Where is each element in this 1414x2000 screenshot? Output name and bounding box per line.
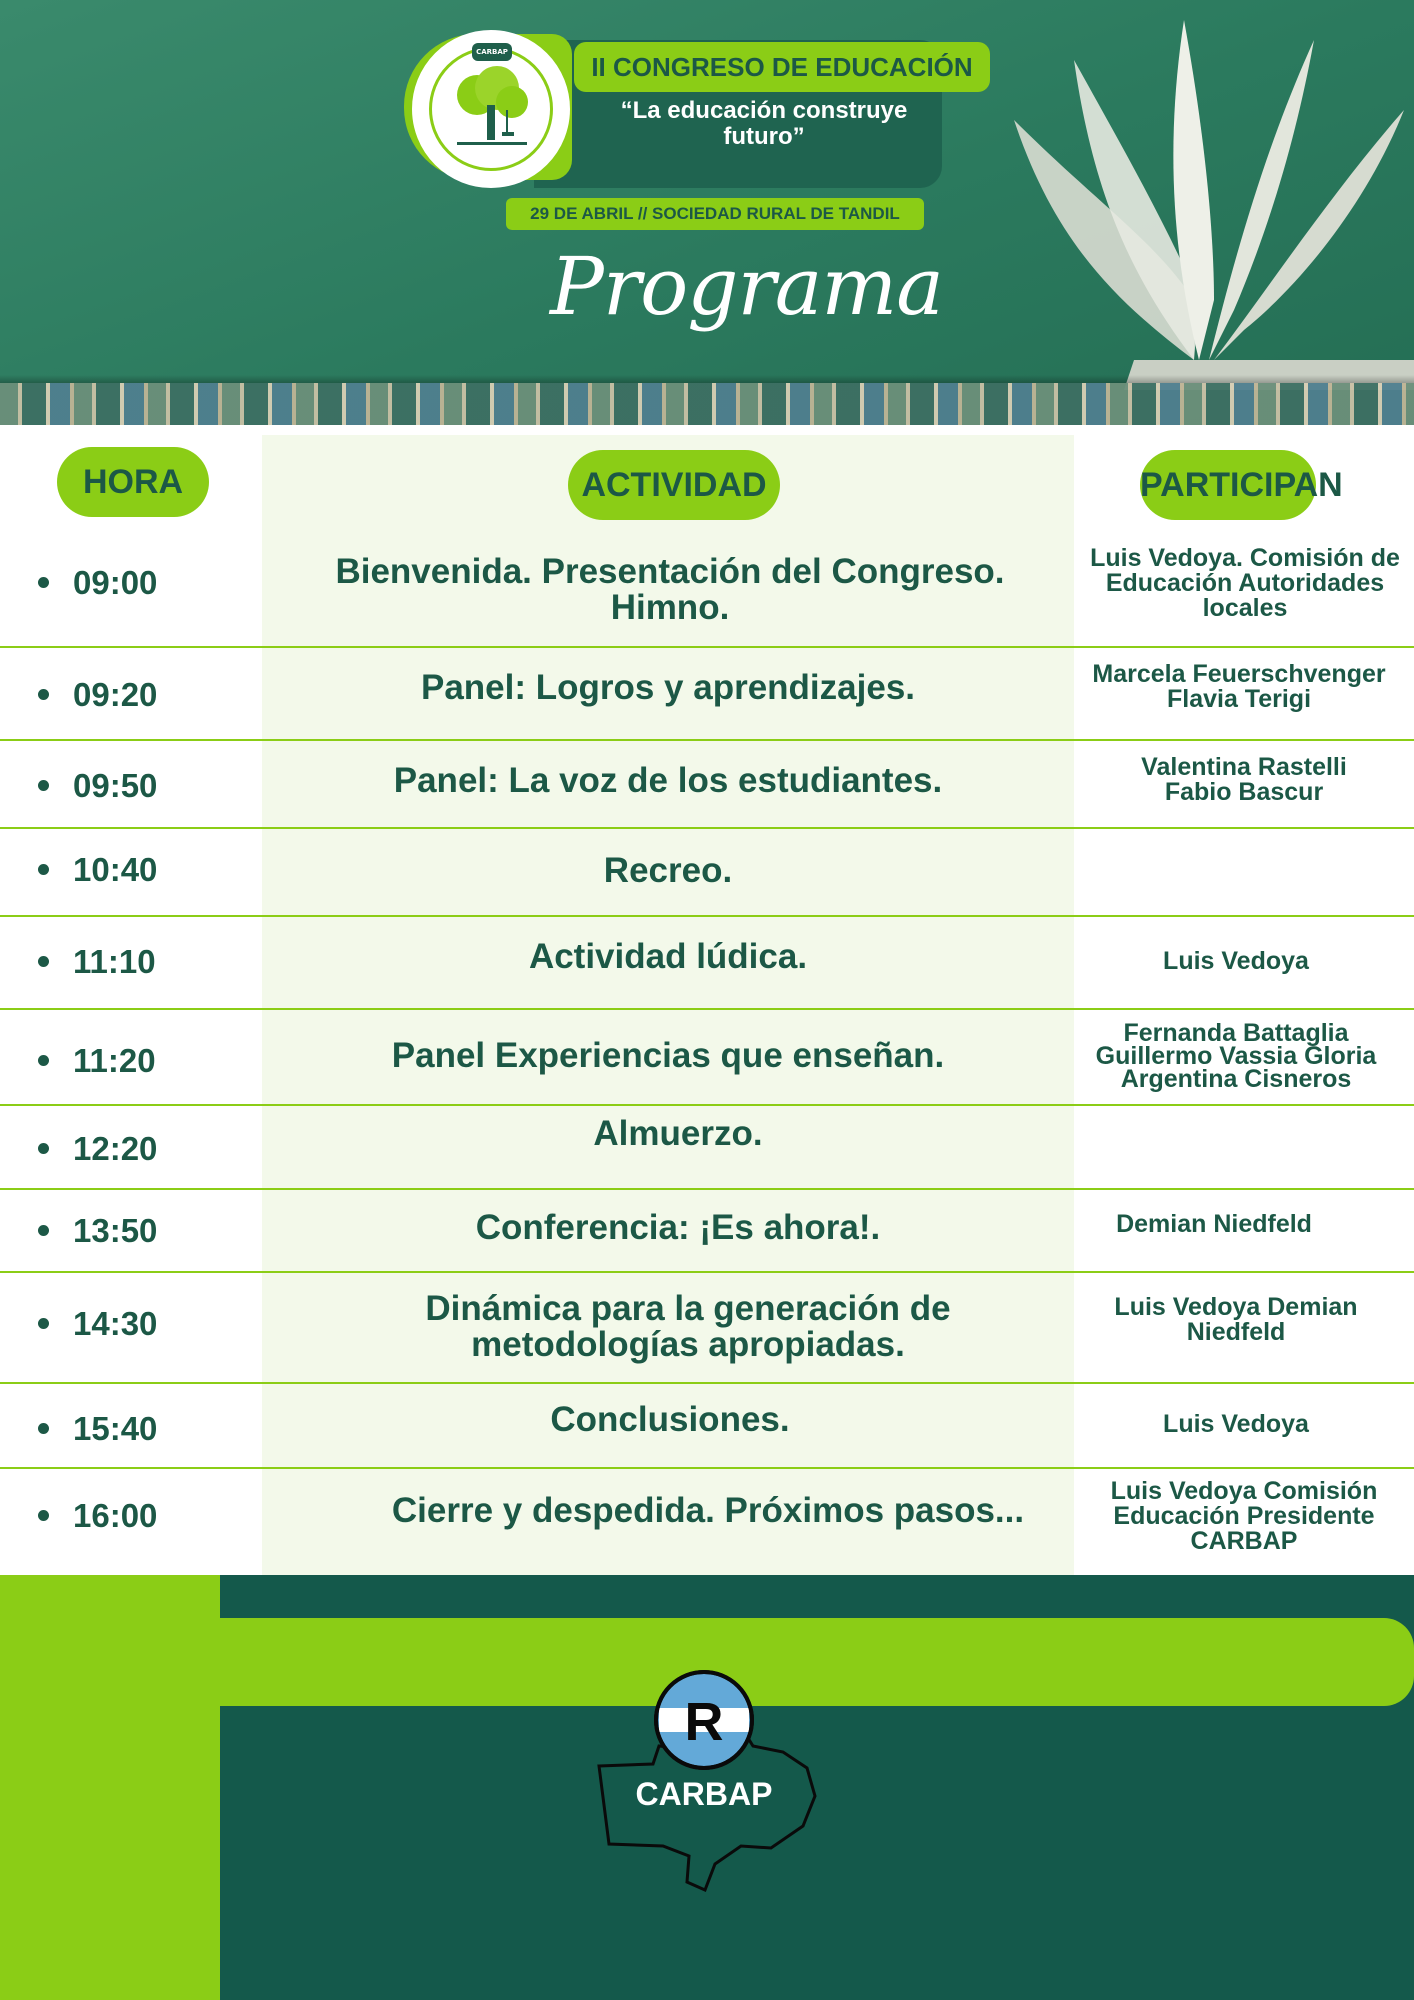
row-activity: Panel: La voz de los estudiantes. <box>393 761 943 800</box>
bullet-icon <box>38 1055 49 1066</box>
bullet-icon <box>38 1423 49 1434</box>
table-row <box>0 532 1414 648</box>
open-book-illustration <box>974 0 1414 390</box>
header-actividad: ACTIVIDAD <box>568 450 780 520</box>
bullet-icon <box>38 780 49 791</box>
row-time: 10:40 <box>73 851 158 888</box>
row-activity: Actividad lúdica. <box>528 937 808 976</box>
row-activity: Panel Experiencias que enseñan. <box>391 1036 945 1075</box>
bullet-icon <box>38 864 49 875</box>
seal-tag: CARBAP <box>472 43 512 61</box>
row-activity: Almuerzo. <box>593 1114 763 1153</box>
row-time: 09:00 <box>73 564 158 601</box>
row-activity: Conclusiones. <box>550 1400 790 1439</box>
row-time: 11:20 <box>73 1042 156 1079</box>
row-participants: Luis Vedoya <box>1163 947 1309 975</box>
bullet-icon <box>38 577 49 588</box>
header-participan: PARTICIPAN <box>1140 450 1316 520</box>
table-row <box>0 1273 1414 1384</box>
table-row <box>0 741 1414 829</box>
table-row <box>0 1190 1414 1273</box>
row-activity: Dinámica para la generación de metodologías apropiadas. <box>425 1289 951 1364</box>
table-row <box>0 1469 1414 1575</box>
date-location: 29 DE ABRIL // SOCIEDAD RURAL DE TANDIL <box>506 198 924 230</box>
book-spines-strip <box>0 383 1414 425</box>
congress-seal-logo <box>412 30 570 188</box>
row-time: 14:30 <box>73 1305 158 1342</box>
row-activity: Panel: Logros y aprendizajes. <box>420 668 916 707</box>
row-time: 12:20 <box>73 1130 158 1167</box>
row-time: 13:50 <box>73 1212 158 1249</box>
table-row <box>0 917 1414 1010</box>
book-strip-shadow <box>0 375 1414 383</box>
row-time: 09:20 <box>73 676 158 713</box>
bullet-icon <box>38 956 49 967</box>
table-row <box>0 1010 1414 1106</box>
row-participants: Demian Niedfeld <box>1116 1210 1312 1238</box>
table-row <box>0 1106 1414 1190</box>
row-time: 16:00 <box>73 1497 158 1534</box>
row-time: 09:50 <box>73 767 158 804</box>
header-hora: HORA <box>57 447 209 517</box>
logo-letter: R <box>684 1692 724 1752</box>
row-activity: Conferencia: ¡Es ahora!. <box>475 1208 881 1247</box>
row-participants: Fernanda Battaglia Guillermo Vassia Gloria Argentina Cisneros <box>1095 1019 1377 1093</box>
row-time: 15:40 <box>73 1410 158 1447</box>
bullet-icon <box>38 689 49 700</box>
row-participants: Valentina Rastelli Fabio Bascur <box>1141 753 1347 806</box>
bullet-icon <box>38 1225 49 1236</box>
row-activity: Cierre y despedida. Próximos pasos... <box>391 1491 1025 1530</box>
tagline: “La educación construye futuro” <box>620 97 908 150</box>
table-row <box>0 1384 1414 1469</box>
row-participants: Luis Vedoya <box>1163 1410 1309 1438</box>
row-participants: Luis Vedoya Comisión Educación Presidente CARBAP <box>1110 1477 1378 1555</box>
carbap-logo-text: CARBAP <box>635 1776 773 1812</box>
row-activity: Bienvenida. Presentación del Congreso. Himno. <box>335 552 1005 627</box>
row-participants: Marcela Feuerschvenger Flavia Terigi <box>1092 660 1386 713</box>
table-row <box>0 829 1414 917</box>
tree-icon <box>432 50 550 168</box>
congress-title: II CONGRESO DE EDUCACIÓN <box>574 42 990 92</box>
bullet-icon <box>38 1510 49 1521</box>
section-title: Programa <box>550 240 943 333</box>
bullet-icon <box>38 1318 49 1329</box>
row-time: 11:10 <box>73 943 156 980</box>
row-activity: Recreo. <box>603 851 733 890</box>
row-participants: Luis Vedoya Demian Niedfeld <box>1114 1293 1358 1346</box>
bullet-icon <box>38 1143 49 1154</box>
seal-inner-ring <box>429 47 553 171</box>
row-participants: Luis Vedoya. Comisión de Educación Autoridades locales <box>1090 544 1400 622</box>
table-row <box>0 648 1414 741</box>
